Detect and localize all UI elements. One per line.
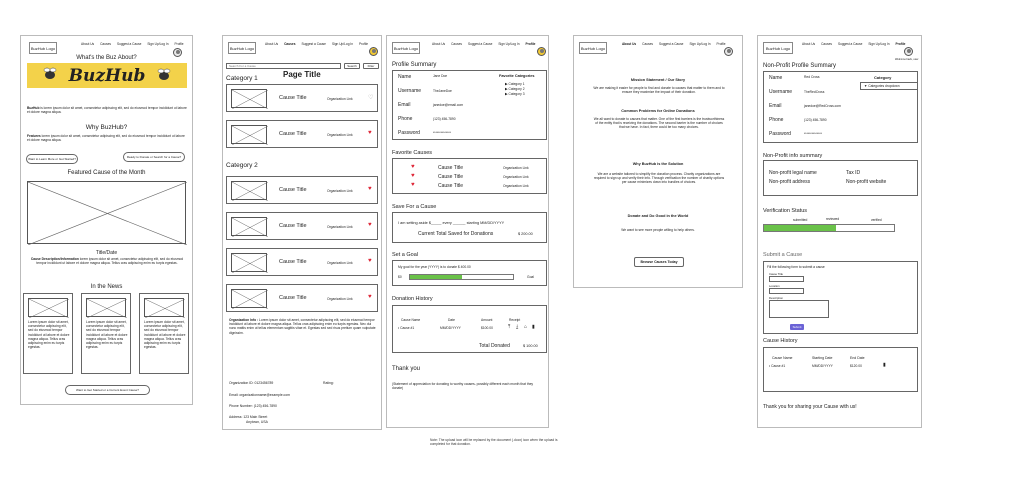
fav-causes-card (392, 158, 547, 194)
np-email-label: Email (769, 103, 782, 109)
np-hist-start: MM/DD/YYYY (812, 364, 833, 368)
logo[interactable]: BuzHub Logo (763, 42, 793, 54)
nav-suggest[interactable]: Suggest a Cause (116, 42, 142, 46)
cause-history-title: Cause History (763, 338, 798, 344)
favorite-heart-icon[interactable]: ♥ (368, 130, 372, 136)
fav-org-link[interactable]: Organization Link (503, 175, 529, 179)
profile-avatar[interactable] (904, 47, 913, 56)
np-phone-label: Phone (769, 117, 784, 123)
submit-title: Submit a Cause (763, 252, 803, 258)
features-label: Features (27, 134, 41, 138)
nav-about[interactable]: About Us (432, 42, 446, 46)
trash-icon[interactable]: ▮ (532, 324, 535, 330)
logo[interactable]: BuzHub Logo (579, 42, 607, 54)
donate-search-button[interactable]: Ready to Donate or Search for a Cause? (123, 152, 185, 162)
get-started-button[interactable]: Want to Get Started or a Current Event Cause? (65, 385, 150, 395)
logo[interactable]: BuzHub Logo (29, 42, 57, 54)
np-phone-value: (123) 456-7890 (804, 118, 827, 122)
category-2-heading: Category 2 (226, 162, 258, 169)
mission-title: Mission Statement / Our Story (630, 78, 686, 82)
org-link[interactable]: Organization Link (327, 261, 353, 265)
news-text-3: Lorem ipsum dolor sit amet, consectetur adipiscing elit, sed do eiusmod tempor incididunt ut labore et dolore magna aliqua. Tellus cras adipiscing enim eu turpis egestas. (144, 320, 186, 350)
np-hist-end: $120.00 (850, 364, 862, 368)
total-donated-value: $ 100.00 (523, 344, 538, 348)
cause-title[interactable]: Cause Title (279, 95, 307, 101)
features-paragraph (27, 134, 187, 142)
nav-signup[interactable]: Sign Up/Log In (868, 42, 890, 46)
nav-suggest[interactable]: Suggest a Cause (301, 42, 326, 46)
np-tax-id: Tax ID (846, 170, 861, 176)
hist-col-receipt: Receipt (509, 318, 521, 322)
verify-progress-bar (763, 224, 895, 232)
name-label: Name (398, 74, 412, 80)
logo[interactable]: BuzHub Logo (392, 42, 420, 54)
save-card (392, 212, 547, 243)
news-text-1: Lorem ipsum dolor sit amet, consectetur adipiscing elit, sed do eiusmod tempor incididunt ut labore et dolore magna aliqua. Tellus cras adipiscing enim eu turpis egestas. (28, 320, 70, 350)
cause-image (231, 89, 267, 108)
np-hist-col-end: End Date (850, 356, 865, 360)
np-username-value: TheRedCross (804, 90, 825, 94)
np-password-value: ************** (804, 132, 822, 136)
fav-causes-title: Favorite Causes (392, 150, 433, 156)
hist-date: MM/DD/YYYY (440, 326, 461, 330)
phone-value: (123) 456-7890 (433, 117, 456, 121)
total-saved-value: $ 200.00 (518, 232, 533, 236)
category-dropdown[interactable] (860, 82, 918, 90)
problems-text: We all want to donate to causes that matter. One of the first barriers is the trustworthiness of the entity that is receiving the donations. The second barrier is the number of choices that we have. In fact, there could be too many choices. (593, 117, 725, 130)
nav-profile[interactable]: Profile (895, 42, 906, 46)
favorite-heart-icon[interactable]: ♥ (411, 164, 415, 170)
brand-banner (27, 63, 187, 88)
org-link[interactable]: Organization Link (327, 189, 353, 193)
org-info-text: Lorem ipsum dolor sit amet, consectetur adipiscing elit, sed do eiusmod tempor incididunt ut labore et dolore magna aliqua. Tellus cras adipiscing enim eu turpis egestas. Nec dui nunc mattis enim ut tellus elementum sagittis vitae et. Egestas sed sed risus pretium quam vulputate dignissim. (229, 318, 376, 335)
favorite-heart-icon[interactable]: ♥ (368, 258, 372, 264)
org-id: Organization ID: 0123456789 (229, 381, 274, 385)
goal-progress-bar (409, 274, 514, 280)
cause-title-input[interactable] (769, 276, 804, 282)
verify-progress-fill (764, 225, 836, 231)
cause-card[interactable] (226, 176, 378, 204)
search-placeholder: Search For a Cause (229, 64, 256, 68)
name-value: Jane Doe (433, 74, 448, 78)
cause-title[interactable]: Cause Title (279, 259, 307, 265)
total-donated-label: Total Donated (479, 343, 510, 349)
featured-title: Featured Cause of the Month (67, 170, 146, 176)
cause-title[interactable]: Cause Title (279, 295, 307, 301)
heart-outline-icon[interactable]: ♡ (368, 95, 374, 101)
goal-end: Goal (527, 275, 534, 279)
favorite-heart-icon[interactable]: ♥ (411, 173, 415, 179)
nav-bar (622, 42, 732, 46)
nav-causes[interactable]: Causes (451, 42, 462, 46)
nonprofit-page-frame (757, 35, 922, 428)
submit-text: Fill the following form to submit a cause (767, 265, 825, 269)
org-info (229, 318, 379, 372)
goal-text: My goal for the year (YYYY) is to donate $ 400.00 (398, 265, 471, 269)
nav-causes[interactable]: Causes (284, 42, 296, 46)
nav-signup[interactable]: Sign Up/Log In (331, 42, 354, 46)
org-phone: Phone Number: (123) 456-7890 (229, 404, 277, 408)
nav-bar (265, 42, 374, 46)
profile-summary-title: Profile Summary (392, 62, 437, 68)
password-value: ************** (433, 131, 451, 135)
news-card-1[interactable] (23, 293, 73, 374)
goal-title: Set a Goal (392, 252, 418, 258)
about-page-frame (573, 35, 743, 288)
cause-desc-text: lorem ipsum dolor sit amet, consectetur adipiscing elit, sed do eiusmod tempor incididunt ut labore et dolore magna aliqua. Tellus cras adipiscing enim eu turpis egestas. (36, 257, 184, 266)
nav-profile[interactable]: Profile (359, 42, 369, 46)
np-info-title: Non-Profit info summary (763, 153, 823, 159)
field-description-label: Description (769, 296, 783, 300)
cause-card[interactable] (226, 248, 378, 276)
fav-category-1: ▶ Category 1 (505, 82, 525, 86)
profile-avatar[interactable] (369, 47, 378, 56)
np-legal-name: Non-profit legal name (769, 170, 817, 176)
verify-title: Verification Status (763, 208, 808, 214)
favorite-heart-icon[interactable]: ♥ (411, 182, 415, 188)
np-hist-col-start: Starting Date (812, 356, 833, 360)
hist-col-cause: Cause Name (401, 318, 421, 322)
nav-causes[interactable]: Causes (642, 42, 653, 46)
submit-form (763, 261, 918, 334)
field-location-label: Location (769, 284, 780, 288)
cause-image (231, 289, 267, 308)
fav-org-link[interactable]: Organization Link (503, 184, 529, 188)
nav-signup[interactable]: Sign Up/Log In (147, 42, 169, 46)
nav-signup[interactable]: Sign Up/Log In (689, 42, 711, 46)
goal-progress-fill (410, 275, 462, 279)
verify-step-verified: verified (871, 218, 882, 222)
cause-history-card (763, 347, 918, 392)
learn-more-button[interactable]: Want to Learn More or Get Started? (26, 154, 78, 164)
features-text: lorem ipsum dolor sit amet, consectetur adipiscing elit, sed do eiusmod tempor incididunt ut labore et dolore magna aliqua. (27, 134, 185, 143)
np-summary-card (763, 71, 918, 143)
favorite-heart-icon[interactable]: ♥ (368, 222, 372, 228)
goal-start: $0 (398, 275, 402, 279)
hist-col-amount: Amount (481, 318, 493, 322)
upload-note: Note: The upload icon will be replaced by the document (.docx) icon when the upload is completed for that donation. (430, 438, 558, 447)
np-name-label: Name (769, 75, 783, 81)
news-image-3 (144, 298, 184, 317)
cause-card[interactable] (226, 212, 378, 240)
total-saved-label: Current Total Saved for Donations (418, 231, 494, 237)
org-link[interactable]: Organization Link (327, 297, 353, 301)
news-image-2 (86, 298, 126, 317)
save-sentence: I am setting aside $_____ every ______ starting MM/DD/YYYY (398, 221, 505, 225)
goal-card (392, 260, 547, 286)
np-info-card (763, 160, 918, 196)
browse-causes-button[interactable]: Browse Causes Today (634, 257, 684, 267)
password-label: Password (398, 130, 420, 136)
fav-categories-title: Favorite Categories (499, 74, 535, 78)
np-hist-col-cause: Cause Name (772, 356, 793, 360)
org-info-label: Organization Info : (229, 318, 259, 322)
cause-image (231, 125, 267, 144)
phone-label: Phone (398, 116, 413, 122)
org-address: Address: 123 Main Street (229, 415, 268, 419)
field-cause-title-label: Cause Title (769, 272, 783, 276)
profile-avatar[interactable] (724, 47, 733, 56)
description-textarea[interactable] (769, 300, 829, 318)
brand-wordmark: BuzHub (68, 66, 146, 86)
news-title: In the News (90, 284, 123, 290)
org-link[interactable]: Organization Link (327, 133, 353, 137)
nav-causes[interactable]: Causes (821, 42, 832, 46)
org-email: Email: organizationname@example.com (229, 393, 290, 397)
save-title: Save For a Cause (392, 204, 437, 210)
cause-image (231, 181, 267, 200)
history-title: Donation History (392, 296, 433, 302)
cause-desc-label: Cause Description/Information (30, 257, 79, 261)
np-thanks: Thank you for sharing your Cause with us! (763, 404, 857, 410)
np-hist-cause: • Cause #1 (769, 364, 786, 368)
hist-col-date: Date (448, 318, 455, 322)
profile-page-frame (386, 35, 549, 428)
nav-profile[interactable]: Profile (716, 42, 726, 46)
nav-profile[interactable]: Profile (525, 42, 536, 46)
fav-cause-title[interactable]: Cause Title (438, 174, 464, 180)
np-trash-icon[interactable]: ▮ (883, 362, 886, 368)
causes-page-frame (222, 35, 382, 430)
nav-about[interactable]: About Us (265, 42, 279, 46)
cause-description (27, 257, 187, 265)
mission-text: We are making it easier for people to find and donate to causes that matter to them and to ensure they maximize the impact of their donation. (593, 86, 725, 95)
org-address-city: Anytown, USA (246, 420, 268, 424)
logo[interactable]: BuzHub Logo (228, 42, 256, 54)
nav-suggest[interactable]: Suggest a Cause (467, 42, 493, 46)
filter-button[interactable]: Filter (363, 63, 379, 69)
search-input[interactable] (226, 63, 341, 69)
cause-card[interactable] (226, 120, 378, 148)
search-button[interactable]: Search (344, 63, 360, 69)
np-address: Non-profit address (769, 179, 811, 185)
cause-title[interactable]: Cause Title (279, 187, 307, 193)
fav-cause-title[interactable]: Cause Title (438, 165, 464, 171)
email-value: janedoe@email.com (433, 103, 464, 107)
home-question: What's the Buz About? (76, 55, 137, 61)
fav-org-link[interactable]: Organization Link (503, 166, 529, 170)
favorite-heart-icon[interactable]: ♥ (368, 294, 372, 300)
username-value: TheJaneDoe (433, 89, 452, 93)
np-username-label: Username (769, 89, 793, 95)
hist-cause-name: • Cause #1 (398, 326, 415, 330)
fav-category-2: ▶ Category 2 (505, 87, 525, 91)
nav-profile[interactable]: Profile (174, 42, 184, 46)
fav-category-3: ▶ Category 3 (505, 92, 525, 96)
why-text: We are a website tailored to simplify the donation process. Charity organizations are required to sign up and verify their info. Through verification the number of charity options per cause minimizes down into bundles of choices. (593, 172, 725, 185)
about-label: BuzHub (27, 106, 40, 110)
category-dropdown-label: ▼ Categories dropdown (864, 84, 900, 88)
np-summary-title: Non-Profit Profile Summary (763, 63, 837, 69)
np-email-value: janedoe@RedCross.com (804, 104, 841, 108)
news-text-2: Lorem ipsum dolor sit amet, consectetur adipiscing elit, sed do eiusmod tempor incididunt ut labore et dolore magna aliqua. Tellus cras adipiscing enim eu turpis egestas. (86, 320, 128, 350)
upload-icon[interactable]: ⤒ (508, 324, 511, 330)
thanks-text: (Statement of appreciation for donating to worthy causes- possibly different each month that they donate) (392, 382, 534, 391)
news-card-3[interactable] (139, 293, 189, 374)
nav-signup[interactable]: Sign Up/Log In (498, 42, 520, 46)
news-image-1 (28, 298, 68, 317)
featured-title-date: Title/Date (95, 250, 118, 256)
nav-about[interactable]: About Us (622, 42, 637, 46)
profile-avatar[interactable] (537, 47, 546, 56)
cause-title[interactable]: Cause Title (279, 131, 307, 137)
download-icon[interactable]: ⤓ (516, 324, 519, 330)
category-1-heading: Category 1 (226, 75, 258, 82)
cause-title[interactable]: Cause Title (279, 223, 307, 229)
about-text: is lorem ipsum dolor sit amet, consectetur adipiscing elit, sed do eiusmod tempor incididunt ut labore et dolore magna aliqua. (27, 106, 187, 115)
about-paragraph (27, 106, 187, 114)
hist-amount: $100.00 (481, 326, 493, 330)
profile-summary-card (392, 70, 547, 140)
np-website: Non-profit website (846, 179, 887, 185)
username-label: Username (398, 88, 422, 94)
nav-bar (81, 42, 190, 46)
nav-about[interactable]: About Us (802, 42, 816, 46)
nav-bar (432, 42, 541, 46)
news-card-2[interactable] (81, 293, 131, 374)
np-password-label: Password (769, 131, 791, 137)
profile-caption: Welcome back, user (895, 58, 919, 61)
page-title: Page Title (283, 70, 321, 79)
fav-cause-title[interactable]: Cause Title (438, 183, 464, 189)
thanks-title: Thank you (392, 366, 421, 372)
location-input[interactable] (769, 288, 804, 294)
nav-bar (802, 42, 911, 46)
donate-text: We want to see more people willing to help others. (621, 228, 695, 232)
org-rating: Rating: (323, 381, 334, 385)
nav-about[interactable]: About Us (81, 42, 95, 46)
submit-cause-button[interactable]: Submit (790, 324, 804, 330)
cause-image (231, 217, 267, 236)
donate-title: Donate and Do Good in the World (627, 214, 689, 218)
verify-step-reviewed: reviewed (826, 217, 840, 221)
nav-suggest[interactable]: Suggest a Cause (658, 42, 684, 46)
org-link[interactable]: Organization Link (327, 97, 353, 101)
cause-card[interactable] (226, 284, 378, 312)
category-title: Category (874, 75, 892, 80)
cause-card[interactable] (226, 84, 378, 112)
problems-title: Common Problems for Online Donations (621, 109, 695, 113)
home-page-frame (20, 35, 193, 405)
email-label: Email (398, 102, 411, 108)
cause-image (231, 253, 267, 272)
why-title: Why BuzHub is the Solution (632, 162, 684, 166)
history-card (392, 305, 547, 353)
org-link[interactable]: Organization Link (327, 225, 353, 229)
nav-causes[interactable]: Causes (100, 42, 111, 46)
verify-step-submitted: submitted (793, 218, 808, 222)
home-icon[interactable]: ⌂ (524, 324, 528, 330)
featured-image-placeholder (27, 181, 186, 244)
nav-suggest[interactable]: Suggest a Cause (837, 42, 863, 46)
np-name-value: Red Cross (804, 75, 820, 79)
favorite-heart-icon[interactable]: ♥ (368, 186, 372, 192)
why-title: Why BuzHub? (85, 124, 128, 131)
